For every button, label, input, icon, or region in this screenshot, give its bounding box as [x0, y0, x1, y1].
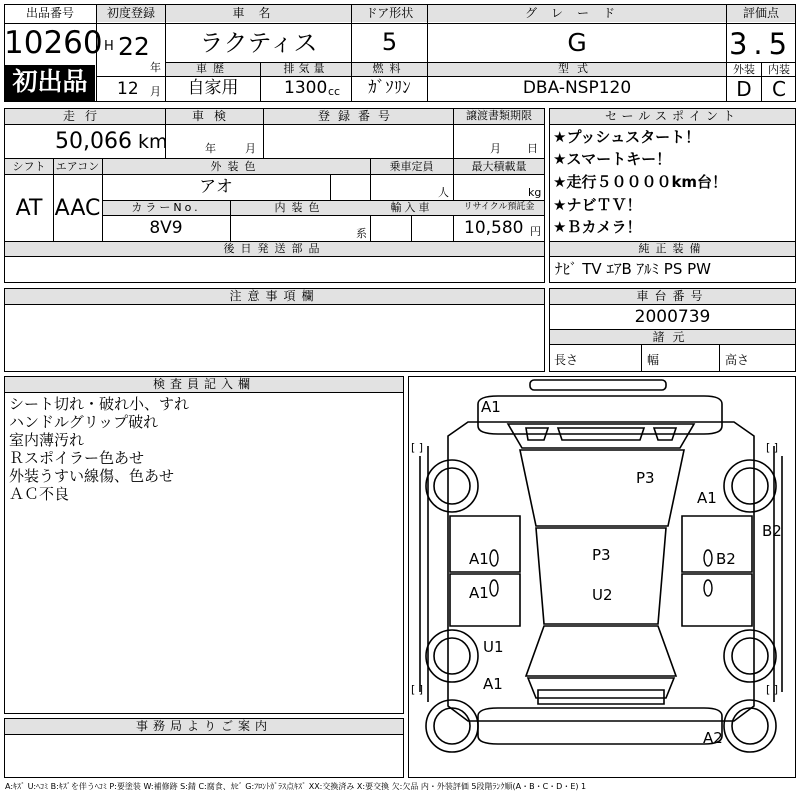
interior-grade: C	[772, 77, 786, 101]
exterior-label: 外装	[733, 63, 755, 76]
mileage-label: 走行	[62, 109, 107, 123]
grade-label: グレード	[524, 6, 629, 20]
registration-month: 12	[117, 79, 139, 99]
inspector-note: 外装うすい線傷、色あせ	[9, 467, 175, 485]
mark-rear-bumper: A2	[703, 729, 723, 747]
kg-unit: kg	[528, 186, 542, 199]
transfer-label: 譲渡書類期限	[466, 109, 532, 122]
person-unit: 人	[438, 186, 449, 199]
type-label: 型式	[558, 62, 596, 75]
door-value: 5	[381, 28, 398, 56]
color-label: 外装色	[210, 160, 262, 173]
sales-item: ★プッシュスタート！	[553, 128, 701, 146]
shift-label: シフト	[12, 160, 46, 173]
history-label: 車歴	[196, 62, 230, 75]
type-value: DBA-NSP120	[522, 78, 632, 98]
dim-width-label: 幅	[647, 353, 660, 367]
mark-right-front-fender: A1	[697, 489, 717, 507]
dims-title: 諸元	[652, 330, 693, 344]
door-label: ドア形状	[365, 6, 414, 20]
interior-color-label: 内装色	[274, 201, 326, 214]
mark-front-bumper: A1	[481, 398, 501, 416]
dim-height-label: 高さ	[725, 353, 750, 367]
lot-number-label: 出品番号	[25, 6, 74, 20]
equipment-title: 純正装備	[638, 242, 707, 255]
ac-label: エアコン	[55, 160, 100, 173]
cc-unit: cc	[328, 85, 341, 98]
sales-item: ★Ｂカメラ！	[553, 218, 642, 236]
mark-right-front-door: B2	[716, 550, 736, 568]
yen-unit: 円	[530, 225, 541, 238]
ac-value: AAC	[54, 196, 101, 221]
chassis-number: 2000739	[634, 307, 711, 327]
mark-left-rear-door: A1	[469, 584, 489, 602]
import-label: 輸入車	[390, 201, 433, 214]
exterior-grade: D	[736, 77, 752, 101]
office-title: 事務局よりご案内	[135, 719, 272, 733]
sales-item: ★ナビＴＶ！	[553, 196, 642, 214]
bracket-right-top: [ ]	[766, 441, 779, 454]
score-label: 評価点	[742, 6, 779, 20]
mark-roof: P3	[592, 546, 611, 564]
model-label: 車名	[232, 6, 285, 20]
inspector-title: 検査員記入欄	[152, 377, 255, 391]
inspection-label: 車検	[191, 109, 236, 123]
colorno-label: カラーNo.	[131, 201, 201, 214]
mark-hood: P3	[636, 469, 655, 487]
car-diagram	[408, 376, 796, 776]
recycle-label: リサイクル預託金	[463, 202, 535, 212]
mark-right-front-pillar: B2	[762, 522, 782, 540]
score-value: 3.5	[728, 27, 794, 61]
regno-label: 登録番号	[317, 109, 398, 123]
legend-text: A:ｷｽﾞ U:ﾍｺﾐ B:ｷｽﾞを伴うﾍｺﾐ P:要塗装 W:補修跡 S:錆 C:腐食、ｶﾋﾞ G:ﾌﾛﾝﾄｶﾞﾗｽ点ｷｽﾞ XX:交換済み X:要交換 欠:欠品 内・外装評価 5段階ﾗﾝｸ順(A・B・C・D・E) 1	[5, 782, 587, 791]
inspector-note: 室内薄汚れ	[9, 431, 85, 449]
mark-left-rear-quarter: A1	[483, 675, 503, 693]
load-label: 最大積載量	[471, 160, 527, 173]
fuel-value: ｶﾞｿﾘﾝ	[368, 78, 411, 98]
bracket-left-bottom: [ ]	[411, 683, 424, 696]
bracket-left-top: [ ]	[411, 441, 424, 454]
sales-item: ★走行５００００km台！	[553, 173, 728, 191]
sales-title: セールスポイント	[605, 109, 740, 123]
transfer-day-unit: 日	[527, 142, 538, 155]
later-parts-label: 後日発送部品	[223, 242, 326, 255]
chassis-title: 車台番号	[636, 289, 709, 303]
equipment-value: ﾅﾋﾞ TV ｴｱB ｱﾙﾐ PS PW	[555, 260, 711, 278]
color-value: アオ	[199, 177, 233, 197]
km-unit: km	[138, 131, 168, 153]
notes-title: 注意事項欄	[229, 289, 320, 303]
inspector-note: Ｒスポイラー色あせ	[9, 449, 145, 467]
mark-left-rear-fender: U1	[483, 638, 504, 656]
first-listing-label: 初出品	[12, 67, 88, 96]
year-unit: 年	[150, 61, 161, 74]
grade-value: G	[567, 28, 587, 57]
month-unit: 月	[150, 85, 161, 98]
shift-value: AT	[15, 196, 43, 221]
model-name: ラクティス	[199, 29, 318, 57]
inspector-note: ＡＣ不良	[9, 485, 70, 503]
inspection-year-unit: 年	[205, 142, 216, 155]
transfer-month-unit: 月	[490, 142, 501, 155]
displacement-label: 排気量	[283, 62, 329, 75]
colorno-value: 8V9	[149, 218, 183, 238]
displacement-value: 1300	[284, 78, 328, 98]
history-value: 自家用	[187, 78, 239, 98]
fuel-label: 燃料	[372, 62, 407, 75]
inspector-note: シート切れ・破れ小、すれ	[9, 395, 190, 413]
capacity-label: 乗車定員	[389, 160, 434, 173]
interior-label: 内装	[768, 63, 790, 76]
interior-color-unit: 系	[356, 227, 367, 240]
mark-trunk: U2	[592, 586, 613, 604]
lot-number: 10260	[4, 25, 103, 61]
era-mark: H	[104, 39, 114, 54]
registration-year: 22	[118, 32, 150, 61]
inspector-note: ハンドルグリップ破れ	[9, 413, 159, 431]
mileage-value: 50,066	[55, 129, 132, 154]
inspection-month-unit: 月	[245, 142, 256, 155]
registration-label: 初度登録	[106, 6, 155, 20]
sales-item: ★スマートキー！	[553, 150, 672, 168]
dim-length-label: 長さ	[554, 353, 579, 367]
bracket-right-bottom: [ ]	[766, 683, 779, 696]
mark-left-front-door: A1	[469, 550, 489, 568]
recycle-value: 10,580	[464, 218, 524, 238]
